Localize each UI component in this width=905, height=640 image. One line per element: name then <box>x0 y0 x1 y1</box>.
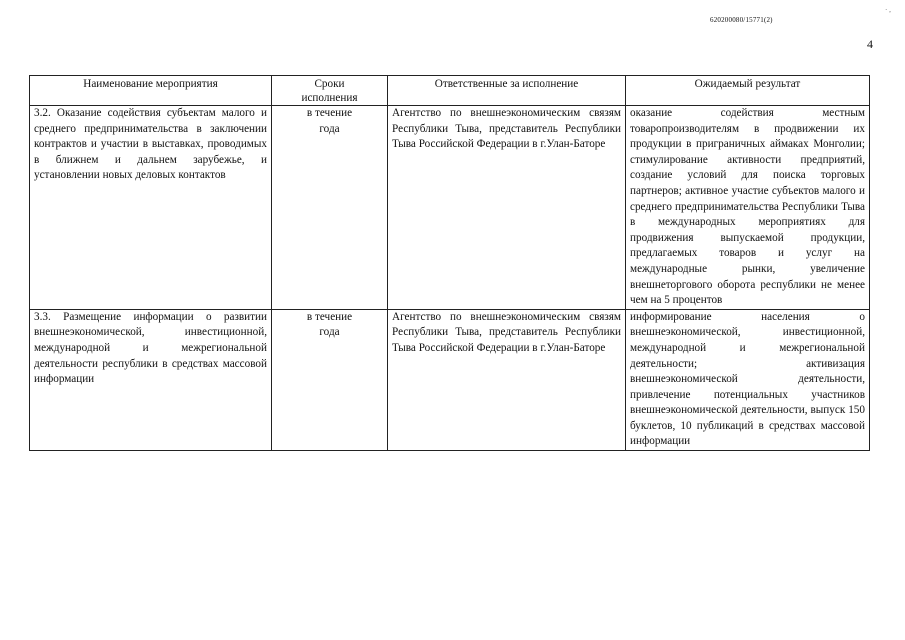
cell-expected-result: информирование населения о внешнеэкономической, инвестиционной, международной и межрегиональной деятельности; активизация внешнеэкономической деятельности, привлечение потенциальных участников внешнеэкономической деятельности, выпуск 150 буклетов, 10 публикаций в средствах массовой информации <box>626 309 870 450</box>
cell-event-name: 3.3. Размещение информации о развитии внешнеэкономической, инвестиционной, международной и межрегиональной деятельности республики в средствах массовой информации <box>30 309 272 450</box>
corner-mark: · , <box>885 6 891 14</box>
cell-term: в течение года <box>272 309 388 450</box>
document-id: 620200080/15771(2) <box>710 16 773 24</box>
header-event-name: Наименование мероприятия <box>30 76 272 106</box>
cell-responsible: Агентство по внешнеэкономическим связям Республики Тыва, представитель Республики Тыва Российской Федерации в г.Улан-Баторе <box>388 106 626 310</box>
table-header-row <box>30 76 870 106</box>
header-term: Сроки исполнения <box>272 76 388 106</box>
header-responsible: Ответственные за исполнение <box>388 76 626 106</box>
events-table <box>29 75 870 451</box>
header-expected-result: Ожидаемый результат <box>626 76 870 106</box>
page-number: 4 <box>867 37 873 51</box>
cell-responsible: Агентство по внешнеэкономическим связям Республики Тыва, представитель Республики Тыва Российской Федерации в г.Улан-Баторе <box>388 309 626 450</box>
table-row <box>30 106 870 310</box>
cell-expected-result: оказание содействия местным товаропроизводителям в продвижении их продукции в приграничных аймаках Монголии; стимулирование активности предприятий, создание условий для поиска торговых партнеров; активное участие субъектов малого и среднего предпринимательства Республики Тыва в международных мероприятиях для продвижения выпускаемой продукции, предлагаемых товаров и услуг на международные рынки, увеличение внешнеторгового оборота республики не менее чем на 5 процентов <box>626 106 870 310</box>
cell-event-name: 3.2. Оказание содействия субъектам малого и среднего предпринимательства в заключении контрактов и участии в выставках, проводимых в ближнем и дальнем зарубежье, и установлении новых деловых контактов <box>30 106 272 310</box>
cell-term: в течение года <box>272 106 388 310</box>
table-row <box>30 309 870 450</box>
